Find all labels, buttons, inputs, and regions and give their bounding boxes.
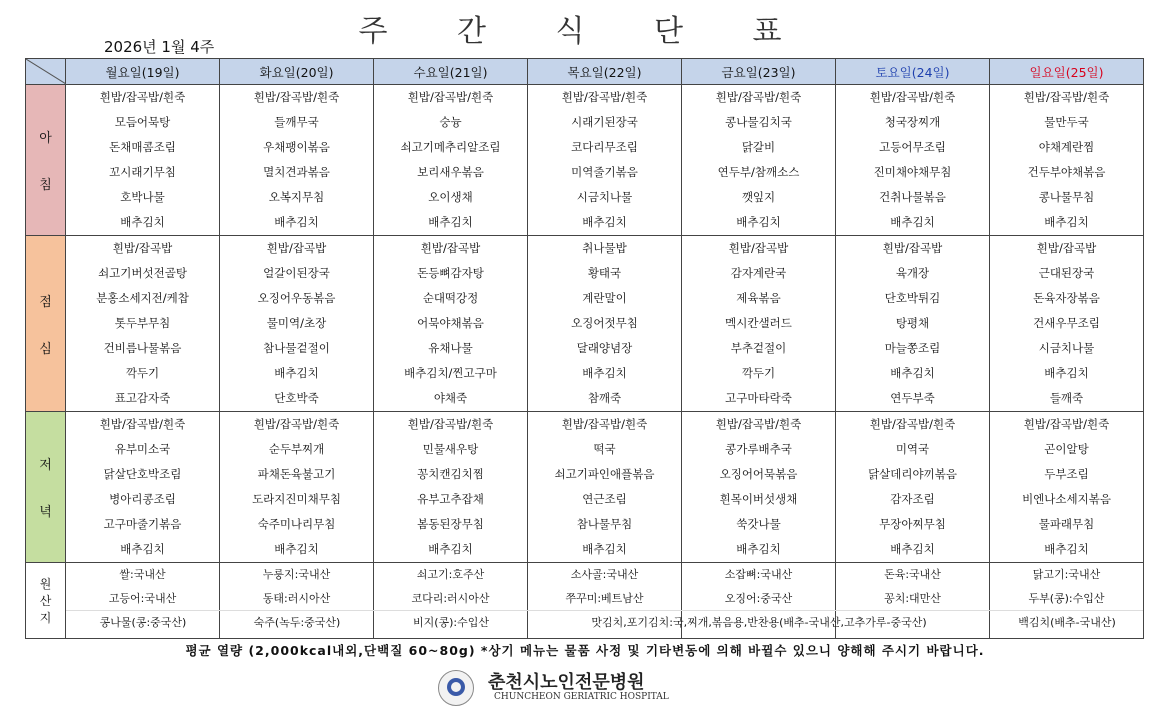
menu-item: 흰밥/잡곡밥/흰죽 (561, 90, 648, 104)
menu-item: 돈등뼈감자탕 (417, 266, 484, 280)
menu-item: 야채죽 (433, 391, 468, 405)
menu-item: 연근조림 (582, 492, 627, 506)
page-title: 주 간 식 단 표 (358, 14, 812, 49)
origin-item: 두부(콩):수입산 (1028, 592, 1105, 605)
meal-label-char: 녁 (39, 505, 52, 520)
menu-item: 흰밥/잡곡밥/흰죽 (869, 417, 956, 431)
menu-item: 흰밥/잡곡밥/흰죽 (561, 417, 648, 431)
day-header-thu: 목요일(22일) (528, 59, 682, 85)
menu-item: 비엔나소세지볶음 (1022, 492, 1111, 506)
dinner-cell (528, 412, 682, 563)
menu-item: 배추김치 (120, 542, 165, 556)
menu-item: 배추김치 (890, 542, 935, 556)
menu-item: 흰밥/잡곡밥/흰죽 (99, 90, 186, 104)
menu-item: 배추김치 (582, 215, 627, 229)
origin-item: 꽁치:대만산 (884, 592, 941, 605)
menu-item: 닭갈비 (741, 140, 776, 154)
menu-item: 고구마줄기볶음 (103, 517, 182, 531)
menu-item: 호박나물 (120, 190, 165, 204)
hospital-name-en: CHUNCHEON GERIATRIC HOSPITAL (494, 692, 669, 702)
lunch-cell (528, 236, 682, 412)
menu-item: 두부조림 (1044, 467, 1089, 481)
menu-item: 물파래무침 (1038, 517, 1095, 531)
menu-item: 근대된장국 (1038, 266, 1095, 280)
menu-item: 배추김치 (428, 215, 473, 229)
lunch-cell (66, 236, 220, 412)
menu-item: 흰밥/잡곡밥 (112, 241, 173, 255)
menu-item: 건새우무조림 (1033, 316, 1100, 330)
menu-item: 쇠고기메추리알조림 (400, 140, 501, 154)
menu-item: 흰밥/잡곡밥/흰죽 (253, 90, 340, 104)
menu-item: 쇠고기버섯전골탕 (98, 266, 187, 280)
menu-item: 표고감자죽 (114, 391, 171, 405)
breakfast-cell (990, 85, 1144, 236)
menu-item: 흰밥/잡곡밥/흰죽 (407, 417, 494, 431)
menu-item: 오이생채 (428, 190, 473, 204)
menu-item: 민물새우탕 (422, 442, 479, 456)
meal-label-char: 산 (39, 594, 52, 608)
menu-item: 꼬시래기무침 (109, 165, 176, 179)
origin-kimchi-note: 맛김치,포기김치:국,찌개,볶음용,반찬용(배추-국내산,고추가루-중국산) (591, 616, 927, 629)
menu-item: 돈육자장볶음 (1033, 291, 1100, 305)
menu-item: 흰밥/잡곡밥/흰죽 (715, 417, 802, 431)
menu-item: 우채팽이볶음 (263, 140, 330, 154)
menu-item: 분홍소세지전/케찹 (96, 291, 189, 305)
menu-item: 닭살단호박조림 (103, 467, 182, 481)
footer-note: 평균 열량 (2,000kcal내외,단백질 60~80g) *상기 메뉴는 물품 사정 및 기타변동에 의해 바뀔수 있으니 양해해 주시기 바랍니다. (185, 643, 985, 658)
menu-item: 야채계란찜 (1038, 140, 1095, 154)
menu-item: 흰밥/잡곡밥/흰죽 (1023, 90, 1110, 104)
menu-item: 탕평채 (895, 316, 930, 330)
meal-label-char: 심 (39, 341, 52, 357)
dinner-row (26, 412, 1144, 563)
menu-item: 시금치나물 (576, 190, 633, 204)
menu-item: 달래양념장 (576, 341, 633, 355)
menu-item: 배추김치 (1044, 542, 1089, 556)
origin-item: 소잡뼈:국내산 (724, 568, 793, 581)
menu-item: 코다리무조림 (571, 140, 638, 154)
menu-item: 고구마타락죽 (725, 391, 792, 405)
meal-label-origin (26, 563, 66, 639)
origin-item: 누룽지:국내산 (262, 568, 331, 581)
menu-item: 건취나물볶음 (879, 190, 946, 204)
menu-item: 진미채야채무침 (873, 165, 952, 179)
menu-item: 배추김치 (1044, 215, 1089, 229)
hospital-logo-icon (438, 670, 474, 706)
menu-item: 쇠고기파인애플볶음 (554, 467, 655, 481)
menu-item: 참나물무침 (576, 517, 633, 531)
breakfast-cell (528, 85, 682, 236)
menu-item: 꽁치캔김치찜 (417, 467, 484, 481)
origin-item: 돈육:국내산 (884, 568, 941, 581)
menu-item: 배추김치 (274, 215, 319, 229)
menu-item: 무장아찌무침 (879, 517, 946, 531)
origin-item: 비지(콩):수입산 (412, 616, 490, 629)
menu-item: 멸치견과볶음 (263, 165, 330, 179)
menu-item: 계란말이 (582, 291, 627, 305)
menu-item: 배추김치/찐고구마 (404, 366, 497, 380)
breakfast-cell (374, 85, 528, 236)
menu-item: 흰밥/잡곡밥 (728, 241, 789, 255)
menu-item: 깍두기 (741, 366, 776, 380)
menu-item: 흰밥/잡곡밥/흰죽 (99, 417, 186, 431)
menu-item: 들깨무국 (274, 115, 319, 129)
dinner-cell (990, 412, 1144, 563)
menu-item: 유부고추잡채 (417, 492, 484, 506)
menu-item: 청국장찌개 (884, 115, 941, 129)
origin-item: 쭈꾸미:베트남산 (565, 592, 644, 605)
origin-item: 소사골:국내산 (570, 568, 639, 581)
week-label: 2026년 1월 4주 (104, 38, 215, 56)
day-header-sat: 토요일(24일) (836, 59, 990, 85)
menu-item: 배추김치 (890, 366, 935, 380)
menu-item: 흰밥/잡곡밥 (266, 241, 327, 255)
menu-item: 미역줄기볶음 (571, 165, 638, 179)
menu-item: 콩나물김치국 (725, 115, 792, 129)
breakfast-cell (66, 85, 220, 236)
menu-item: 곤이알탕 (1044, 442, 1089, 456)
menu-item: 배추김치 (274, 542, 319, 556)
lunch-cell (990, 236, 1144, 412)
menu-item: 깻잎지 (741, 190, 776, 204)
menu-item: 파채돈육불고기 (257, 467, 336, 481)
menu-item: 흰목이버섯생채 (719, 492, 798, 506)
menu-item: 감자계란국 (730, 266, 787, 280)
menu-item: 단호박튀김 (884, 291, 941, 305)
menu-item: 흰밥/잡곡밥/흰죽 (1023, 417, 1110, 431)
menu-item: 흰밥/잡곡밥/흰죽 (407, 90, 494, 104)
menu-item: 물만두국 (1044, 115, 1089, 129)
menu-item: 오복지무침 (268, 190, 325, 204)
origin-item: 닭고기:국내산 (1032, 568, 1101, 581)
menu-item: 건두부야채볶음 (1027, 165, 1106, 179)
meal-label-lunch (26, 236, 66, 412)
menu-item: 단호박죽 (274, 391, 319, 405)
breakfast-row (26, 85, 1144, 236)
menu-item: 보리새우볶음 (417, 165, 484, 179)
lunch-cell (836, 236, 990, 412)
day-header-wed: 수요일(21일) (374, 59, 528, 85)
menu-item: 배추김치 (890, 215, 935, 229)
menu-item: 숙주미나리무침 (257, 517, 336, 531)
menu-item: 유부미소국 (114, 442, 171, 456)
menu-item: 연두부죽 (890, 391, 935, 405)
menu-item: 흰밥/잡곡밥 (1036, 241, 1097, 255)
menu-item: 감자조림 (890, 492, 935, 506)
dinner-cell (836, 412, 990, 563)
menu-item: 미역국 (895, 442, 930, 456)
menu-item: 쑥갓나물 (736, 517, 781, 531)
menu-item: 멕시칸샐러드 (725, 316, 792, 330)
menu-item: 시래기된장국 (571, 115, 638, 129)
lunch-cell (682, 236, 836, 412)
breakfast-cell (836, 85, 990, 236)
origin-item: 백김치(배추-국내산) (1018, 616, 1116, 629)
menu-item: 콩가루배추국 (725, 442, 792, 456)
menu-item: 배추김치 (120, 215, 165, 229)
menu-item: 고등어무조림 (879, 140, 946, 154)
hospital-name: 춘천시노인전문병원 (488, 672, 645, 693)
menu-item: 부추겉절이 (730, 341, 787, 355)
origin-item: 코다리:러시아산 (411, 592, 490, 605)
menu-item: 병아리콩조림 (109, 492, 176, 506)
origin-item: 숙주(녹두:중국산) (253, 616, 341, 629)
origin-item: 오징어:중국산 (724, 592, 793, 605)
menu-item: 육개장 (895, 266, 930, 280)
menu-item: 배추김치 (274, 366, 319, 380)
menu-item: 숭늉 (439, 115, 462, 129)
dinner-cell (374, 412, 528, 563)
meal-label-char: 점 (39, 294, 52, 310)
origin-item: 동태:러시아산 (262, 592, 331, 605)
menu-item: 건비름나물볶음 (103, 341, 182, 355)
menu-item: 배추김치 (1044, 366, 1089, 380)
menu-item: 도라지진미채무침 (252, 492, 341, 506)
meal-label-char: 저 (39, 458, 52, 473)
menu-item: 흰밥/잡곡밥 (420, 241, 481, 255)
dinner-cell (66, 412, 220, 563)
menu-item: 오징어젓무침 (571, 316, 638, 330)
menu-item: 흰밥/잡곡밥/흰죽 (715, 90, 802, 104)
menu-item: 참깨죽 (587, 391, 622, 405)
diagonal-line-icon (26, 59, 66, 84)
breakfast-cell (220, 85, 374, 236)
menu-item: 배추김치 (428, 542, 473, 556)
menu-item: 톳두부무침 (114, 316, 171, 330)
lunch-cell (220, 236, 374, 412)
menu-item: 마늘쫑조림 (884, 341, 941, 355)
weekly-menu-table (25, 58, 1144, 639)
menu-item: 오징어어묵볶음 (719, 467, 798, 481)
meal-label-char: 원 (39, 577, 52, 591)
origin-item: 쌀:국내산 (119, 568, 166, 581)
menu-item: 배추김치 (582, 542, 627, 556)
menu-item: 흰밥/잡곡밥/흰죽 (253, 417, 340, 431)
origin-item: 고등어:국내산 (108, 592, 177, 605)
lunch-row (26, 236, 1144, 412)
menu-item: 유채나물 (428, 341, 473, 355)
menu-item: 닭살데리야끼볶음 (868, 467, 957, 481)
origin-item: 쇠고기:호주산 (416, 568, 485, 581)
day-header-sun: 일요일(25일) (990, 59, 1144, 85)
menu-item: 돈채매콤조림 (109, 140, 176, 154)
meal-label-char: 침 (39, 178, 52, 193)
menu-item: 순대떡강정 (422, 291, 479, 305)
menu-item: 참나물겉절이 (263, 341, 330, 355)
origin-item: 콩나물(콩:중국산) (99, 616, 187, 629)
breakfast-cell (682, 85, 836, 236)
menu-item: 오징어우동볶음 (257, 291, 336, 305)
meal-label-dinner (26, 412, 66, 563)
menu-item: 흰밥/잡곡밥/흰죽 (869, 90, 956, 104)
menu-item: 들깨죽 (1049, 391, 1084, 405)
menu-item: 배추김치 (582, 366, 627, 380)
day-header-fri: 금요일(23일) (682, 59, 836, 85)
meal-label-breakfast (26, 85, 66, 236)
corner-cell (26, 59, 66, 85)
menu-item: 콩나물무침 (1038, 190, 1095, 204)
menu-item: 순두부찌개 (268, 442, 325, 456)
menu-item: 어묵야채볶음 (417, 316, 484, 330)
meal-label-char: 아 (39, 131, 52, 146)
dinner-cell (682, 412, 836, 563)
dinner-cell (220, 412, 374, 563)
meal-label-char: 지 (39, 611, 52, 625)
menu-item: 물미역/초장 (266, 316, 327, 330)
menu-item: 제육볶음 (736, 291, 781, 305)
menu-item: 모듬어묵탕 (114, 115, 171, 129)
lunch-cell (374, 236, 528, 412)
menu-item: 황태국 (587, 266, 622, 280)
menu-item: 배추김치 (736, 542, 781, 556)
day-header-row (26, 59, 1144, 85)
menu-item: 얼갈이된장국 (263, 266, 330, 280)
menu-item: 봄동된장무침 (417, 517, 484, 531)
menu-item: 떡국 (593, 442, 616, 456)
menu-item: 시금치나물 (1038, 341, 1095, 355)
menu-item: 흰밥/잡곡밥 (882, 241, 943, 255)
origin-third-line (66, 610, 1143, 635)
day-header-tue: 화요일(20일) (220, 59, 374, 85)
menu-item: 배추김치 (736, 215, 781, 229)
menu-item: 취나물밥 (582, 241, 627, 255)
menu-item: 깍두기 (125, 366, 160, 380)
menu-item: 연두부/참깨소스 (717, 165, 800, 179)
day-header-mon: 월요일(19일) (66, 59, 220, 85)
